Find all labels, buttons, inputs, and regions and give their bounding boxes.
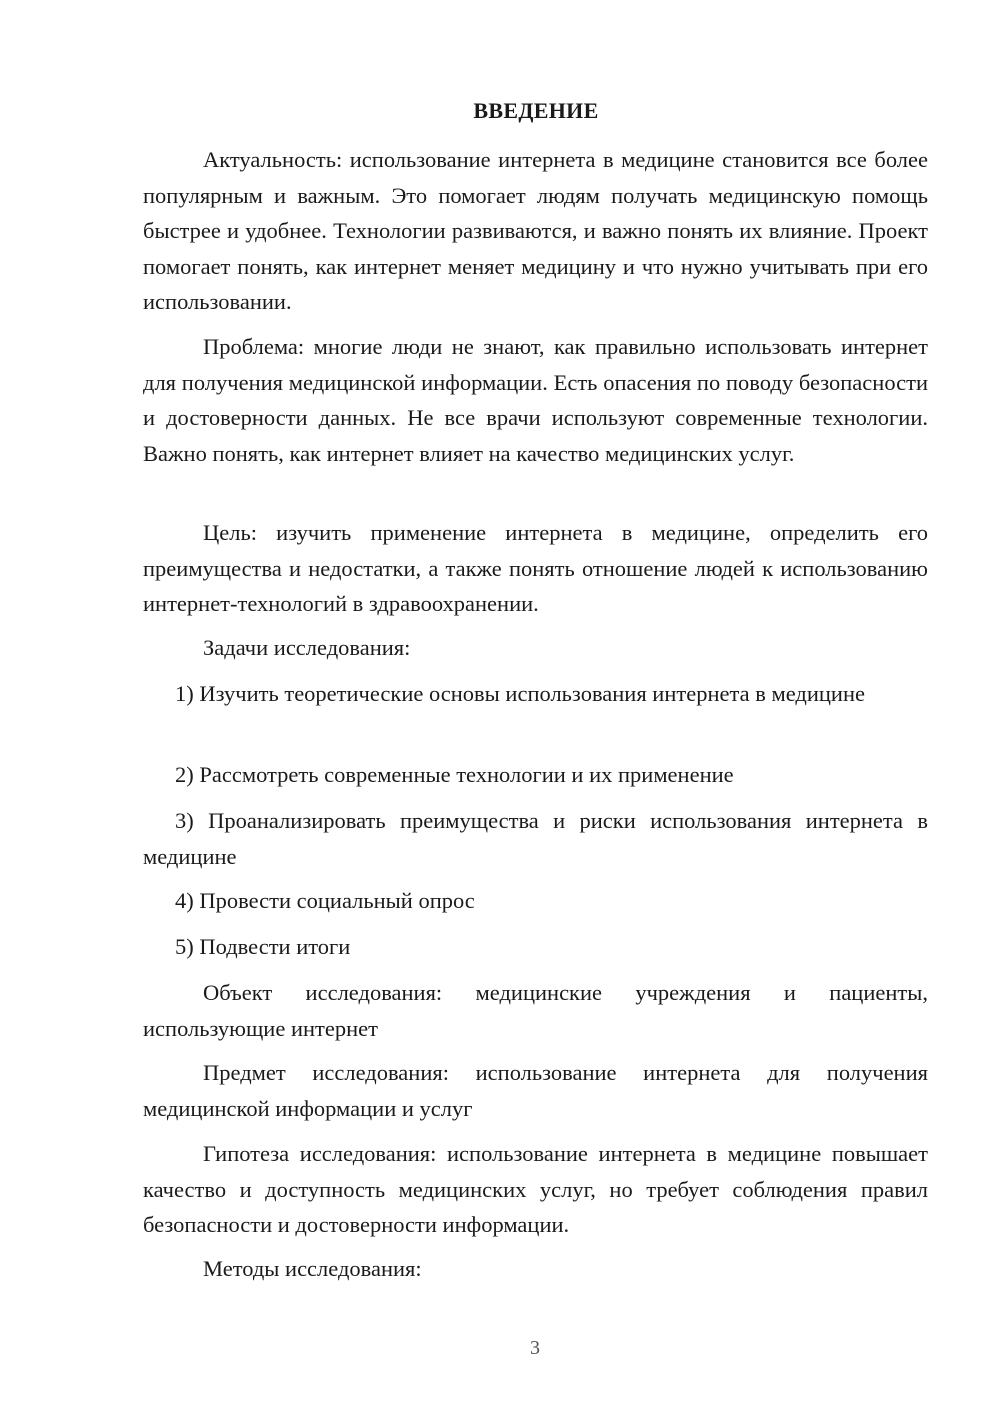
paragraph-subject: Предмет исследования: использование интернета для получения медицинской информации и услуг xyxy=(143,1060,928,1121)
page-number: 3 xyxy=(530,1337,540,1359)
list-item-task-5: 5) Подвести итоги xyxy=(175,934,351,959)
list-item-task-4: 4) Провести социальный опрос xyxy=(175,888,475,913)
list-item-task-3: 3) Проанализировать преимущества и риски использования интернета в медицине xyxy=(143,808,928,869)
paragraph-goal: Цель: изучить применение интернета в медицине, определить его преимущества и недостатки, а также понять отношение людей к использованию интернет-технологий в здравоохранении. xyxy=(143,520,928,616)
list-item-task-2: 2) Рассмотреть современные технологии и их применение xyxy=(175,762,734,787)
paragraph-tasks-heading: Задачи исследования: xyxy=(203,635,411,660)
paragraph-relevance: Актуальность: использование интернета в медицине становится все более популярным и важным. Это помогает людям получать медицинскую помощь быстрее и удобнее. Технологии развиваются, и важно понять их влияние. Проект помогает понять, как интернет меняет медицину и что нужно учитывать при его использовании. xyxy=(143,147,928,314)
paragraph-methods-heading: Методы исследования: xyxy=(203,1256,422,1281)
paragraph-problem: Проблема: многие люди не знают, как правильно использовать интернет для получения медицинской информации. Есть опасения по поводу безопасности и достоверности данных. Не все врачи используют современные технологии. Важно понять, как интернет влияет на качество медицинских услуг. xyxy=(143,334,928,466)
paragraph-hypothesis: Гипотеза исследования: использование интернета в медицине повышает качество и доступность медицинских услуг, но требует соблюдения правил безопасности и достоверности информации. xyxy=(143,1141,928,1237)
paragraph-object: Объект исследования: медицинские учреждения и пациенты, использующие интернет xyxy=(143,980,928,1041)
list-item-task-1: 1) Изучить теоретические основы использования интернета в медицине xyxy=(175,681,865,706)
page-title: ВВЕДЕНИЕ xyxy=(473,98,599,123)
